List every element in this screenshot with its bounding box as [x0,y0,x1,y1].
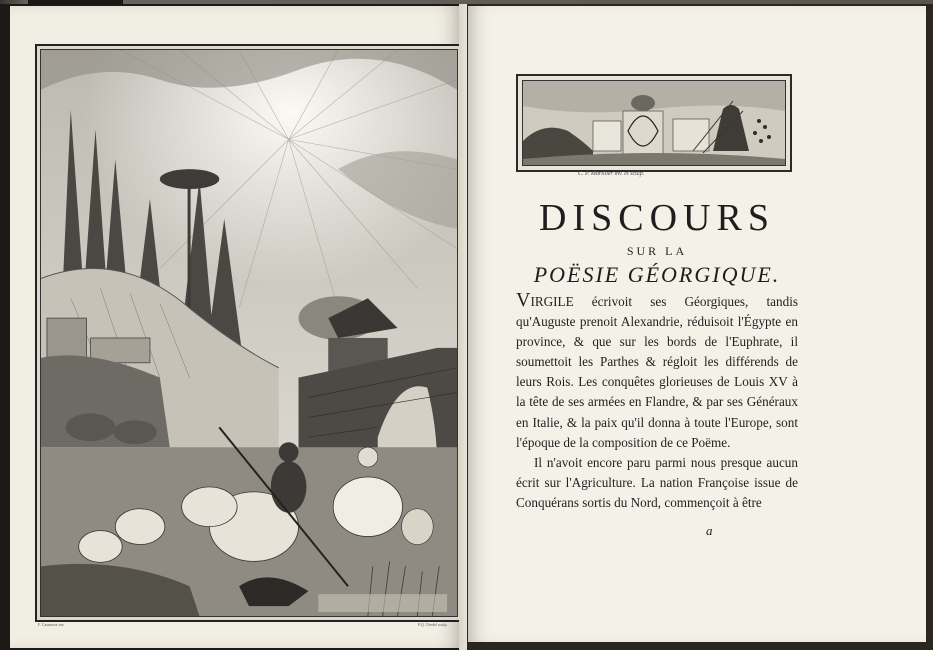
paragraph-2: Il n'avoit encore paru parmi nous presque aucun écrit sur l'Agriculture. La nation Françoise issue de Conquérans sortis du Nord, commençoit à être [516,454,798,510]
vignette-credit: C. P. Marillier inv. et sculp. [578,171,645,177]
headpiece-vignette-image [522,80,786,166]
page-subtitle: SUR LA [626,244,688,258]
page-title: DISCOURS [539,197,775,239]
plate-credit-right: P.Q. Chedel sculp. [418,622,448,627]
signature-mark: a [706,523,713,538]
engraving-plate [35,44,463,622]
body-text [516,290,798,513]
pastoral-engraving-image [40,49,458,617]
page-subtitle-main: POËSIE GÉORGIQUE. [533,262,781,287]
plate-credit-left: F. Casanova inv. [38,622,65,627]
headpiece-vignette [516,74,792,172]
paragraph-1: VIRGILE écrivoit ses Géorgiques, tandis qu'Auguste prenoit Alexandrie, réduisoit l'Égypte en province, & que sur les bords de l'Euphrate, il soumettoit les Parthes & régloit les différends de leurs Rois. Les conquêtes glorieuses de Louis XV à la tête de ses armées en Flandre, & par ses Généraux en Italie, & la paix qu'il donna à toute l'Europe, sont l'époque de la composition de ce Poëme. [516,289,798,450]
